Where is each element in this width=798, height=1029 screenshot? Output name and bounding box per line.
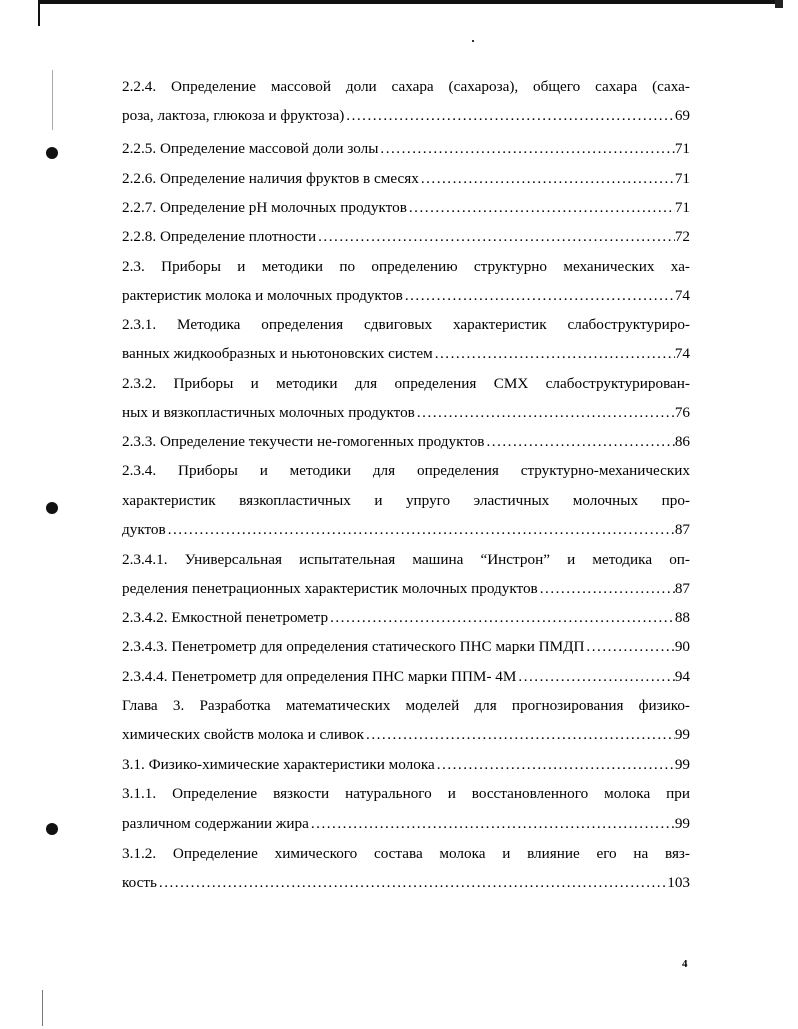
toc-page: 87 [674, 521, 690, 538]
dot-leader [484, 431, 674, 453]
toc-line: 3.1.1. Определение вязкости натурального и восстановленного молока при [122, 785, 690, 802]
scan-left-border [38, 0, 40, 26]
toc-line: 2.3.4.2. Емкостной пенетрометр ..... 88 [122, 607, 690, 629]
toc-line: характеристик вязкопластичных и упруго эластичных молочных про- [122, 492, 690, 509]
toc-line: различном содержании жира ..... 99 [122, 813, 690, 835]
scan-corner-mark [775, 0, 783, 8]
toc-line: 2.2.7. Определение рН молочных продуктов ..... 71 [122, 197, 690, 219]
toc-page: 86 [674, 433, 690, 450]
toc-page: 74 [674, 345, 690, 362]
scan-speck [472, 40, 474, 42]
toc-line: 2.3.3. Определение текучести не-гомогенных продуктов ..... 86 [122, 431, 690, 453]
scan-top-border [38, 0, 783, 4]
toc-line: 3.1. Физико-химические характеристики молока ..... 99 [122, 754, 690, 776]
toc-page: 71 [674, 170, 690, 187]
toc-line: 2.2.6. Определение наличия фруктов в смесях ..... 71 [122, 168, 690, 190]
dot-leader [166, 519, 675, 541]
toc-line: 2.3.1. Методика определения сдвиговых характеристик слабоструктуриро- [122, 316, 690, 333]
dot-leader [584, 636, 674, 658]
toc-line: 2.2.8. Определение плотности ..... 72 [122, 226, 690, 248]
dot-leader [309, 813, 675, 835]
toc-page: 99 [674, 756, 690, 773]
toc-line: ных и вязкопластичных молочных продуктов ..... 76 [122, 402, 690, 424]
dot-leader [433, 343, 675, 365]
dot-leader [415, 402, 675, 424]
toc-page: 87 [674, 580, 690, 597]
toc-line: дуктов ..... 87 [122, 519, 690, 541]
toc-page: 71 [674, 140, 690, 157]
scan-streak [42, 990, 43, 1026]
toc-line: ределения пенетрационных характеристик молочных продуктов ..... 87 [122, 578, 690, 600]
dot-leader [516, 666, 674, 688]
dot-leader [403, 285, 675, 307]
dot-leader [435, 754, 675, 776]
toc-page: 99 [674, 726, 690, 743]
dot-leader [538, 578, 675, 600]
binder-hole-mark [46, 147, 58, 159]
toc-page: 103 [667, 874, 690, 891]
toc-page: 76 [674, 404, 690, 421]
dot-leader [364, 724, 675, 746]
dot-leader [419, 168, 675, 190]
toc-line: 2.2.5. Определение массовой доли золы ..... 71 [122, 138, 690, 160]
binder-hole-mark [46, 502, 58, 514]
toc-line: роза, лактоза, глюкоза и фруктоза) ..... 69 [122, 105, 690, 127]
dot-leader [378, 138, 674, 160]
dot-leader [344, 105, 675, 127]
page-number: 4 [682, 958, 688, 970]
scan-streak [52, 70, 53, 130]
toc-line: химических свойств молока и сливок ..... 99 [122, 724, 690, 746]
dot-leader [407, 197, 675, 219]
toc-line: 2.3.4. Приборы и методики для определения структурно-механических [122, 462, 690, 479]
toc-line: 2.3.4.3. Пенетрометр для определения статического ПНС марки ПМДП ..... 90 [122, 636, 690, 658]
toc-page: 99 [674, 815, 690, 832]
dot-leader [157, 872, 667, 894]
toc-page: 90 [674, 638, 690, 655]
toc-line: 2.3. Приборы и методики по определению структурно механических ха- [122, 258, 690, 275]
dot-leader [316, 226, 675, 248]
toc-line: кость ..... 103 [122, 872, 690, 894]
toc-line: Глава 3. Разработка математических моделей для прогнозирования физико- [122, 697, 690, 714]
toc-page: 72 [674, 228, 690, 245]
toc-line: 2.3.4.4. Пенетрометр для определения ПНС марки ППМ- 4М ..... 94 [122, 666, 690, 688]
toc-line: 2.2.4. Определение массовой доли сахара (сахароза), общего сахара (саха- [122, 78, 690, 95]
toc-line: 2.3.2. Приборы и методики для определения СМХ слабоструктурирован- [122, 375, 690, 392]
toc-line: 2.3.4.1. Универсальная испытательная машина “Инстрон” и методика оп- [122, 551, 690, 568]
toc-line: ванных жидкообразных и ньютоновских систем ..... 74 [122, 343, 690, 365]
toc-line: рактеристик молока и молочных продуктов ..... 74 [122, 285, 690, 307]
toc-page: 71 [674, 199, 690, 216]
toc-page: 88 [674, 609, 690, 626]
toc-page: 94 [674, 668, 690, 685]
binder-hole-mark [46, 823, 58, 835]
toc-page: 74 [674, 287, 690, 304]
dot-leader [328, 607, 675, 629]
toc-page: 69 [674, 107, 690, 124]
toc-line: 3.1.2. Определение химического состава молока и влияние его на вяз- [122, 845, 690, 862]
